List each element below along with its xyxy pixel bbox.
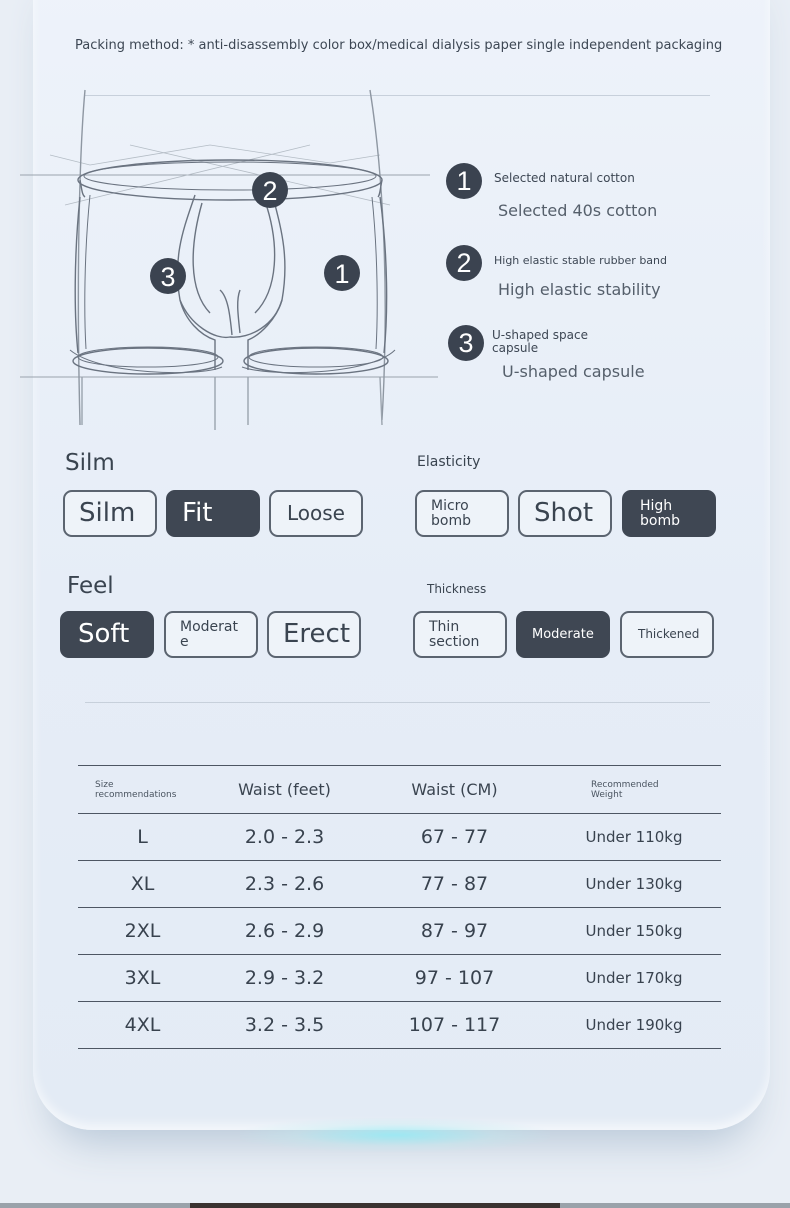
elasticity-option-micro-bomb[interactable]: Micro bomb (415, 490, 509, 537)
header-recommended-weight: Recommended Weight (547, 766, 721, 814)
size-cell: 2XL (78, 908, 207, 955)
feature-2-small: High elastic stable rubber band (494, 254, 667, 267)
feature-3-big: U-shaped capsule (502, 362, 645, 381)
silm-title: Silm (65, 450, 115, 476)
waist-cm-cell: 107 - 117 (362, 1002, 547, 1049)
header-waist-cm: Waist (CM) (362, 766, 547, 814)
weight-cell: Under 150kg (547, 908, 721, 955)
header-size-recommendations: Size recommendations (78, 766, 207, 814)
packing-method-text: Packing method: * anti-disassembly color box/medical dialysis paper single independent packaging (75, 38, 723, 53)
table-row (78, 908, 721, 955)
header-waist-feet: Waist (feet) (207, 766, 362, 814)
waist-feet-cell: 2.9 - 3.2 (207, 955, 362, 1002)
table-row (78, 1002, 721, 1049)
table-row (78, 861, 721, 908)
svg-text:2: 2 (262, 176, 278, 206)
underwear-diagram (10, 85, 450, 430)
weight-cell: Under 130kg (547, 861, 721, 908)
silm-option-fit[interactable]: Fit (166, 490, 260, 537)
feature-2-number: 2 (446, 245, 482, 281)
feature-2-big: High elastic stability (498, 280, 661, 299)
diagram-marker-1 (324, 255, 360, 291)
svg-text:3: 3 (160, 262, 176, 292)
feature-1-small: Selected natural cotton (494, 171, 635, 185)
waist-feet-cell: 3.2 - 3.5 (207, 1002, 362, 1049)
elasticity-title: Elasticity (417, 454, 481, 470)
size-cell: 4XL (78, 1002, 207, 1049)
svg-text:1: 1 (334, 259, 350, 289)
feature-3-small: U-shaped space capsule (492, 328, 588, 355)
feature-1-number: 1 (446, 163, 482, 199)
feature-3-number: 3 (448, 325, 484, 361)
weight-cell: Under 190kg (547, 1002, 721, 1049)
waist-feet-cell: 2.0 - 2.3 (207, 814, 362, 861)
thickness-option-moderate[interactable]: Moderate (516, 611, 610, 658)
feature-1-big: Selected 40s cotton (498, 201, 658, 220)
size-table (78, 765, 721, 1049)
elasticity-option-high-bomb[interactable]: High bomb (622, 490, 716, 537)
thickness-option-thickened[interactable]: Thickened (620, 611, 714, 658)
feel-title: Feel (67, 573, 114, 599)
weight-cell: Under 170kg (547, 955, 721, 1002)
size-cell: 3XL (78, 955, 207, 1002)
bottom-image-edge (0, 1203, 790, 1208)
diagram-marker-2 (252, 172, 288, 208)
waist-cm-cell: 87 - 97 (362, 908, 547, 955)
table-row (78, 814, 721, 861)
thickness-option-thin-section[interactable]: Thin section (413, 611, 507, 658)
feel-option-soft[interactable]: Soft (60, 611, 154, 658)
silm-option-loose[interactable]: Loose (269, 490, 363, 537)
feel-option-moderate[interactable]: Moderat e (164, 611, 258, 658)
feel-option-erect[interactable]: Erect (267, 611, 361, 658)
size-cell: L (78, 814, 207, 861)
waist-cm-cell: 97 - 107 (362, 955, 547, 1002)
waist-cm-cell: 77 - 87 (362, 861, 547, 908)
diagram-marker-3 (150, 258, 186, 294)
thickness-title: Thickness (427, 582, 487, 596)
weight-cell: Under 110kg (547, 814, 721, 861)
card-glow (240, 1118, 550, 1152)
middle-divider (85, 702, 710, 703)
silm-option-silm[interactable]: Silm (63, 490, 157, 537)
size-cell: XL (78, 861, 207, 908)
waist-cm-cell: 67 - 77 (362, 814, 547, 861)
size-table-header (78, 766, 721, 814)
elasticity-option-shot[interactable]: Shot (518, 490, 612, 537)
table-row (78, 955, 721, 1002)
waist-feet-cell: 2.3 - 2.6 (207, 861, 362, 908)
waist-feet-cell: 2.6 - 2.9 (207, 908, 362, 955)
